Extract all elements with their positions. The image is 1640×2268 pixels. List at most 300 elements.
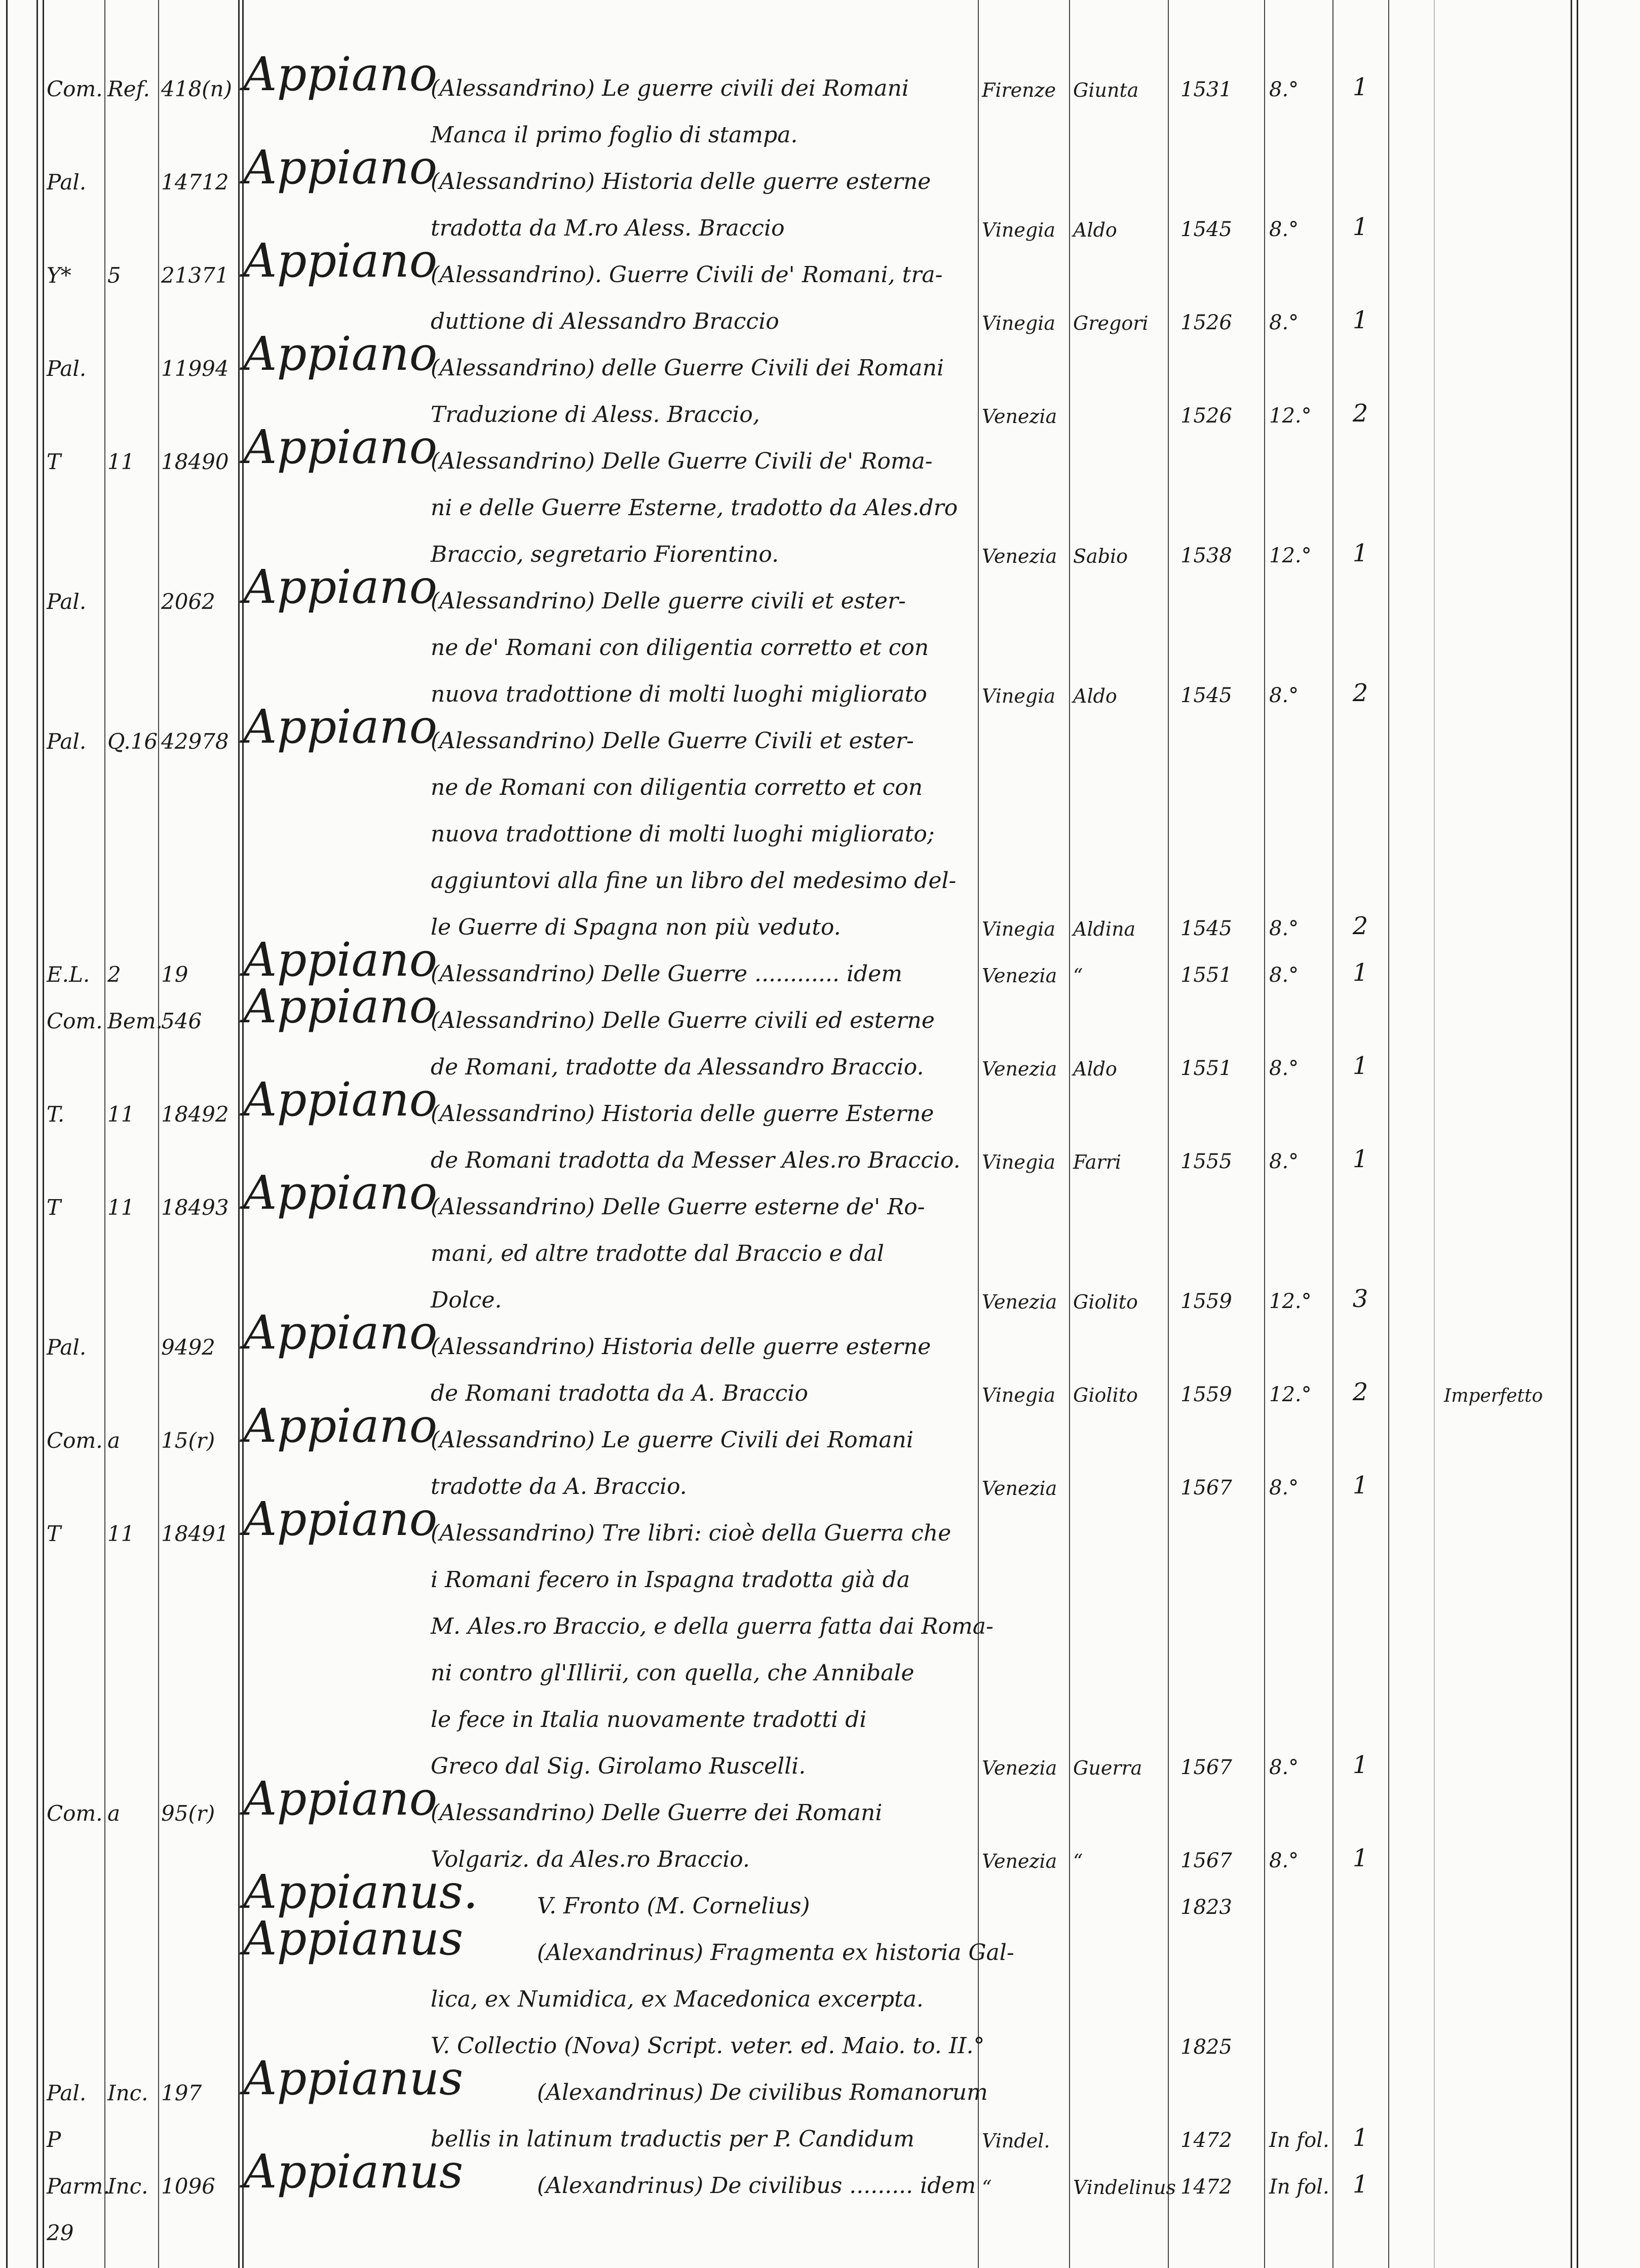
year: [1180, 704, 1262, 754]
catalog-row: [0, 2144, 1640, 2199]
publisher: Sabio: [1073, 545, 1128, 567]
volumes: [1338, 2009, 1383, 2059]
shelf-mark: 11: [107, 1521, 135, 1546]
publisher: [1073, 98, 1164, 148]
shelf-mark: [107, 518, 158, 567]
catalog-number: 418(n): [161, 76, 232, 101]
shelf-mark: [107, 658, 158, 707]
note: [1444, 425, 1566, 474]
place-of-publication: [982, 844, 1068, 894]
year: [1180, 238, 1262, 288]
author-name: [243, 2196, 426, 2245]
note: [1444, 1310, 1566, 1360]
shelf-mark: [107, 1217, 158, 1266]
note: [1444, 1636, 1566, 1686]
location-code: [47, 1124, 102, 1173]
shelf-mark: 5: [107, 263, 121, 288]
title-description: mani, ed altre tradotte dal Braccio e dal: [431, 1241, 884, 1266]
catalog-number: 546: [161, 1009, 202, 1033]
title-description: (Alessandrino) Historia delle guerre esterne: [431, 1334, 931, 1360]
catalog-row: [0, 471, 1640, 521]
shelf-mark: 11: [107, 1195, 135, 1220]
place-of-publication: [982, 564, 1068, 614]
shelf-mark: [107, 331, 158, 381]
catalog-row: [0, 1305, 1640, 1360]
volumes: [1338, 797, 1383, 847]
location-code: [47, 518, 102, 567]
year: [1180, 331, 1262, 381]
note: [1444, 751, 1566, 800]
publisher: Giolito: [1073, 1384, 1138, 1406]
note: [1444, 2102, 1566, 2152]
volumes: 1: [1352, 1751, 1368, 1779]
author-name: [243, 1683, 426, 1733]
publisher: [1073, 331, 1164, 381]
volumes: 1: [1352, 306, 1368, 334]
shelf-mark: [107, 285, 158, 334]
place-of-publication: [982, 2196, 1068, 2245]
format: [1269, 1170, 1330, 1220]
place-of-publication: Vindel.: [982, 2130, 1050, 2152]
catalog-number: 95(r): [161, 1801, 215, 1826]
note: [1444, 1543, 1566, 1593]
volumes: [1338, 1077, 1383, 1127]
title-description: (Alessandrino) Delle Guerre ............ idem: [431, 961, 902, 987]
catalog-number: [161, 1916, 237, 1966]
place-of-publication: Vinegia: [982, 219, 1056, 241]
format: 8.°: [1269, 311, 1299, 334]
publisher: [1073, 1963, 1164, 2012]
title-description: ne de' Romani con diligentia corretto et con: [431, 635, 929, 661]
volumes: [1338, 331, 1383, 381]
shelf-mark: [107, 2009, 158, 2059]
format: [1269, 751, 1330, 800]
format: [1269, 844, 1330, 894]
title-description: (Alessandrino) Delle Guerre Civili et ester-: [431, 728, 914, 754]
author-name: Appianus: [243, 1911, 464, 1966]
volumes: [1338, 1636, 1383, 1686]
shelf-mark: [107, 471, 158, 521]
volumes: [1338, 2056, 1383, 2105]
shelf-mark: [107, 844, 158, 894]
location-code: T: [47, 1521, 61, 1546]
shelf-mark: Q.16: [107, 729, 158, 754]
year: [1180, 98, 1262, 148]
note: [1444, 1030, 1566, 1080]
catalog-number: 19: [161, 962, 188, 987]
catalog-number: 1096: [161, 2174, 215, 2199]
format: 8.°: [1269, 684, 1299, 707]
title-description: (Alessandrino). Guerre Civili de' Romani, tra-: [431, 262, 943, 288]
format: [1269, 1543, 1330, 1593]
place-of-publication: [982, 2056, 1068, 2105]
year: [1180, 1077, 1262, 1127]
title-description: tradotta da M.ro Aless. Braccio: [431, 215, 785, 241]
location-code: T.: [47, 1102, 65, 1127]
place-of-publication: Firenze: [982, 79, 1056, 101]
year: 1526: [1180, 311, 1232, 334]
catalog-row: [0, 700, 1640, 754]
place-of-publication: Venezia: [982, 1850, 1057, 1872]
shelf-mark: [107, 1357, 158, 1406]
note: [1444, 285, 1566, 334]
publisher: [1073, 1636, 1164, 1686]
publisher: [1073, 2102, 1164, 2152]
format: [1269, 1636, 1330, 1686]
volumes: 1: [1352, 1844, 1368, 1872]
catalog-row: [0, 1911, 1640, 1966]
publisher: [1073, 1450, 1164, 1500]
catalog-row: [0, 1683, 1640, 1733]
catalog-number: [161, 285, 237, 334]
format: 8.°: [1269, 1476, 1299, 1500]
note: [1444, 98, 1566, 148]
location-code: [47, 844, 102, 894]
format: In fol.: [1269, 2175, 1329, 2199]
publisher: [1073, 145, 1164, 195]
year: 1823: [1180, 1896, 1232, 1919]
catalog-number: [161, 1823, 237, 1872]
catalog-row: [0, 751, 1640, 800]
catalog-row: [0, 1772, 1640, 1826]
publisher: “: [1073, 965, 1083, 987]
location-code: [47, 1869, 102, 1919]
format: 12.°: [1269, 1290, 1312, 1313]
place-of-publication: Vinegia: [982, 1151, 1056, 1173]
title-description: nuova tradottione di molti luoghi migliorato: [431, 681, 927, 707]
catalog-number: [161, 1963, 237, 2012]
location-code: Pal.: [47, 1335, 87, 1360]
place-of-publication: [982, 1217, 1068, 1266]
format: [1269, 98, 1330, 148]
note: [1444, 1496, 1566, 1546]
year: [1180, 1776, 1262, 1826]
format: 8.°: [1269, 917, 1299, 940]
catalog-row: [0, 1543, 1640, 1593]
catalog-number: [161, 658, 237, 707]
catalog-number: [161, 1357, 237, 1406]
note: [1444, 797, 1566, 847]
note: [1444, 2149, 1566, 2199]
catalog-number: [161, 1217, 237, 1266]
year: [1180, 984, 1262, 1033]
place-of-publication: [982, 984, 1068, 1033]
note: [1444, 2009, 1566, 2059]
shelf-mark: a: [107, 1801, 121, 1826]
year: 1555: [1180, 1150, 1232, 1173]
catalog-number: [161, 2196, 237, 2245]
format: [1269, 425, 1330, 474]
year: [1180, 1963, 1262, 2012]
format: [1269, 1963, 1330, 2012]
shelf-mark: [107, 1636, 158, 1686]
year: [1180, 2196, 1262, 2245]
location-code: Y*: [47, 263, 71, 288]
author-name: Appiano: [243, 1399, 438, 1453]
place-of-publication: Venezia: [982, 965, 1057, 987]
volumes: 1: [1352, 539, 1368, 567]
place-of-publication: Venezia: [982, 405, 1057, 428]
format: [1269, 1683, 1330, 1733]
location-code: E.L.: [47, 962, 90, 987]
location-code: Com.: [47, 1009, 103, 1033]
location-code: [47, 611, 102, 661]
volumes: 1: [1352, 2170, 1368, 2199]
title-description: de Romani tradotta da A. Braccio: [431, 1380, 808, 1406]
location-code: [47, 1543, 102, 1593]
note: [1444, 1683, 1566, 1733]
publisher: [1073, 2009, 1164, 2059]
shelf-mark: a: [107, 1428, 121, 1453]
location-code: [47, 285, 102, 334]
note: [1444, 1217, 1566, 1266]
location-code: [47, 1729, 102, 1779]
format: [1269, 471, 1330, 521]
location-code: Pal.: [47, 170, 87, 195]
format: 12.°: [1269, 404, 1312, 428]
year: 1472: [1180, 2175, 1232, 2199]
publisher: [1073, 2196, 1164, 2245]
note: [1444, 1450, 1566, 1500]
title-description: bellis in latinum traductis per P. Candidum: [431, 2126, 914, 2152]
location-code: [47, 1450, 102, 1500]
title-description: (Alessandrino) Historia delle guerre esterne: [431, 169, 931, 195]
catalog-number: [161, 1450, 237, 1500]
author-name: Appiano: [243, 1492, 438, 1546]
place-of-publication: [982, 1543, 1068, 1593]
volumes: [1338, 751, 1383, 800]
catalog-row: [0, 1166, 1640, 1220]
note: [1444, 2196, 1566, 2245]
catalog-row: [0, 797, 1640, 847]
title-description: Greco dal Sig. Girolamo Ruscelli.: [431, 1753, 806, 1779]
note: [1444, 984, 1566, 1033]
note: [1444, 191, 1566, 241]
format: [1269, 797, 1330, 847]
shelf-mark: [107, 98, 158, 148]
note: [1444, 844, 1566, 894]
shelf-mark: [107, 1263, 158, 1313]
year: 1551: [1180, 1057, 1232, 1080]
volumes: [1338, 1217, 1383, 1266]
place-of-publication: [982, 1636, 1068, 1686]
place-of-publication: [982, 751, 1068, 800]
volumes: [1338, 471, 1383, 521]
year: [1180, 1543, 1262, 1593]
catalog-number: [161, 611, 237, 661]
author-name: Appiano: [243, 234, 438, 288]
place-of-publication: Venezia: [982, 1477, 1057, 1500]
volumes: [1338, 611, 1383, 661]
note: [1444, 518, 1566, 567]
place-of-publication: [982, 1869, 1068, 1919]
shelf-mark: [107, 1030, 158, 1080]
publisher: Giolito: [1073, 1291, 1138, 1313]
title-description: (Alessandrino) Delle Guerre esterne de' Ro-: [431, 1194, 925, 1220]
location-code: [47, 2009, 102, 2059]
format: [1269, 2056, 1330, 2105]
place-of-publication: [982, 1077, 1068, 1127]
catalog-number: 9492: [161, 1335, 215, 1360]
shelf-mark: [107, 1683, 158, 1733]
volumes: 2: [1352, 1378, 1368, 1406]
title-description: tradotte da A. Braccio.: [431, 1474, 687, 1500]
title-description: Traduzione di Aless. Braccio,: [431, 402, 760, 428]
catalog-number: 11994: [161, 356, 229, 381]
format: 8.°: [1269, 218, 1299, 241]
volumes: [1338, 704, 1383, 754]
location-code: 29: [47, 2220, 74, 2245]
catalog-number: 18490: [161, 449, 229, 474]
title-description: de Romani tradotta da Messer Ales.ro Braccio.: [431, 1147, 961, 1173]
catalog-row: [0, 844, 1640, 894]
year: [1180, 611, 1262, 661]
note: [1444, 145, 1566, 195]
volumes: [1338, 1683, 1383, 1733]
place-of-publication: [982, 471, 1068, 521]
title-description: V. Collectio (Nova) Script. veter. ed. Maio. to. II.°: [431, 2033, 985, 2059]
shelf-mark: [107, 751, 158, 800]
year: [1180, 564, 1262, 614]
place-of-publication: Vinegia: [982, 312, 1056, 334]
catalog-number: [161, 1869, 237, 1919]
shelf-mark: [107, 1916, 158, 1966]
publisher: Vindelinus: [1073, 2176, 1176, 2199]
title-description: duttione di Alessandro Braccio: [431, 309, 779, 334]
publisher: Aldo: [1073, 219, 1117, 241]
publisher: Gregori: [1073, 312, 1149, 334]
shelf-mark: [107, 1450, 158, 1500]
year: [1180, 1217, 1262, 1266]
location-code: [47, 471, 102, 521]
year: [1180, 751, 1262, 800]
format: 12.°: [1269, 544, 1312, 567]
volumes: [1338, 1869, 1383, 1919]
location-code: Pal.: [47, 589, 87, 614]
publisher: [1073, 1310, 1164, 1360]
location-code: P: [47, 2127, 61, 2152]
note: [1444, 1916, 1566, 1966]
catalog-row: [0, 2051, 1640, 2105]
catalog-number: [161, 2009, 237, 2059]
format: [1269, 564, 1330, 614]
format: 8.°: [1269, 1057, 1299, 1080]
shelf-mark: Inc.: [107, 2081, 148, 2105]
format: [1269, 238, 1330, 288]
location-code: [47, 1030, 102, 1080]
place-of-publication: [982, 145, 1068, 195]
volumes: [1338, 984, 1383, 1033]
volumes: 1: [1352, 2124, 1368, 2152]
catalog-number: 197: [161, 2081, 202, 2105]
place-of-publication: “: [982, 2176, 992, 2199]
format: [1269, 1217, 1330, 1266]
location-code: Parm.: [47, 2174, 110, 2199]
format: 12.°: [1269, 1383, 1312, 1406]
author-name: [243, 751, 426, 800]
year: 1545: [1180, 684, 1232, 707]
title-description: (Alessandrino) Delle Guerre civili ed esterne: [431, 1008, 935, 1033]
catalog-number: [161, 891, 237, 940]
location-code: [47, 751, 102, 800]
author-name: Appiano: [243, 1072, 438, 1127]
title-description: M. Ales.ro Braccio, e della guerra fatta dai Roma-: [431, 1613, 994, 1639]
location-code: Pal.: [47, 2081, 87, 2105]
place-of-publication: Venezia: [982, 1757, 1057, 1779]
catalog-number: 2062: [161, 589, 215, 614]
volumes: 1: [1352, 1471, 1368, 1500]
title-description: Volgariz. da Ales.ro Braccio.: [431, 1847, 750, 1872]
place-of-publication: [982, 1776, 1068, 1826]
location-code: Com.: [47, 1428, 103, 1453]
title-description: (Alexandrinus) Fragmenta ex historia Gal-: [537, 1940, 1014, 1966]
format: [1269, 704, 1330, 754]
publisher: “: [1073, 1850, 1083, 1872]
shelf-mark: [107, 1310, 158, 1360]
year: [1180, 425, 1262, 474]
year: [1180, 797, 1262, 847]
catalog-row: [0, 1072, 1640, 1127]
year: [1180, 1310, 1262, 1360]
title-description: le fece in Italia nuovamente tradotti di: [431, 1707, 867, 1733]
year: [1180, 1403, 1262, 1453]
year: [1180, 1496, 1262, 1546]
volumes: [1338, 564, 1383, 614]
location-code: [47, 1963, 102, 2012]
place-of-publication: Vinegia: [982, 918, 1056, 940]
format: [1269, 1916, 1330, 1966]
catalog-number: [161, 1636, 237, 1686]
title-description: aggiuntovi alla fine un libro del medesimo del-: [431, 868, 957, 894]
author-name: [243, 1590, 426, 1639]
year: [1180, 2056, 1262, 2105]
volumes: [1338, 1963, 1383, 2012]
shelf-mark: [107, 797, 158, 847]
title-description: (Alessandrino) Delle Guerre dei Romani: [431, 1800, 883, 1826]
publisher: [1073, 1077, 1164, 1127]
publisher: [1073, 1869, 1164, 1919]
volumes: [1338, 145, 1383, 195]
format: [1269, 1590, 1330, 1639]
catalog-number: 18491: [161, 1521, 229, 1546]
volumes: 2: [1352, 679, 1368, 707]
format: 8.°: [1269, 1849, 1299, 1872]
year: [1180, 471, 1262, 521]
title-description: ne de Romani con diligentia corretto et con: [431, 775, 923, 800]
place-of-publication: Venezia: [982, 545, 1057, 567]
shelf-mark: [107, 191, 158, 241]
publisher: [1073, 1590, 1164, 1639]
catalog-row: [0, 979, 1640, 1033]
place-of-publication: Venezia: [982, 1058, 1057, 1080]
author-name: [243, 1636, 426, 1686]
year: 1526: [1180, 404, 1232, 428]
catalog-row: [0, 2196, 1640, 2245]
volumes: [1338, 1310, 1383, 1360]
volumes: 2: [1352, 399, 1368, 428]
location-code: [47, 1636, 102, 1686]
place-of-publication: [982, 425, 1068, 474]
author-name: Appiano: [243, 420, 438, 474]
publisher: [1073, 1543, 1164, 1593]
format: [1269, 2196, 1330, 2245]
note: Imperfetto: [1444, 1386, 1543, 1406]
location-code: [47, 1357, 102, 1406]
publisher: [1073, 751, 1164, 800]
year: 1545: [1180, 218, 1232, 241]
catalog-number: 14712: [161, 170, 229, 195]
format: [1269, 1077, 1330, 1127]
